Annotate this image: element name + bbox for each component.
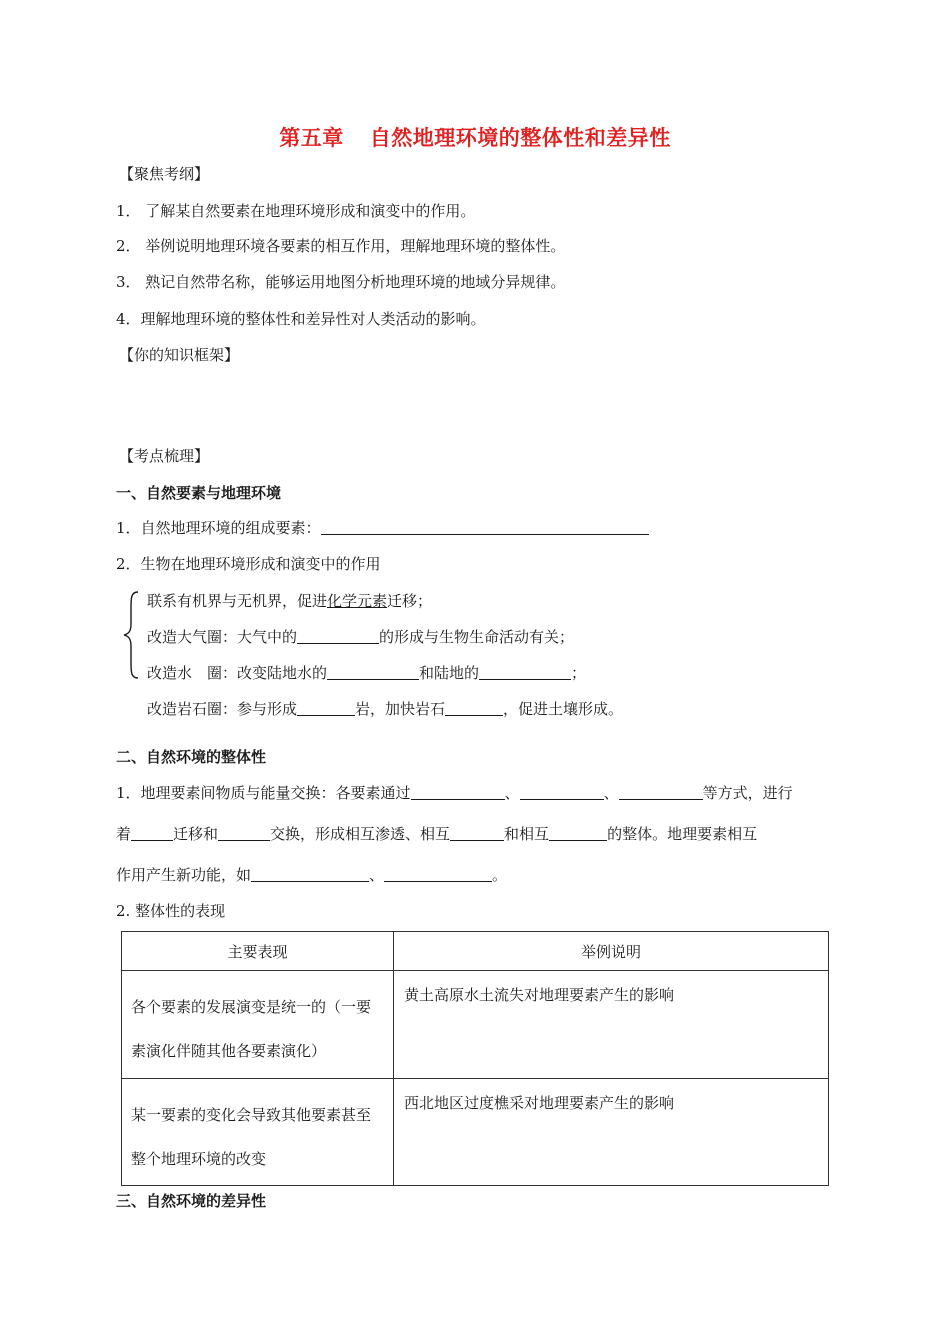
bio-role-3: 改造水 圈：改变陆地水的 和陆地的 ； [147, 664, 587, 682]
s1-question-1: 1．自然地理环境的组成要素： [116, 517, 649, 538]
blank-migration[interactable] [131, 825, 173, 841]
blank-components[interactable] [321, 519, 649, 535]
table-cell-example[interactable]: 西北地区过度樵采对地理要素产生的影响 [394, 1079, 829, 1186]
table-row [122, 971, 829, 1079]
blank-exchange-1[interactable] [411, 784, 505, 800]
table-cell-main: 某一要素的变化会导致其他要素甚至整个地理环境的改变 [122, 1079, 394, 1186]
integrity-table [121, 931, 829, 1186]
blank-function-1[interactable] [251, 866, 369, 882]
s2-paragraph-line-1: 1．地理要素间物质与能量交换：各要素通过 、 、 等方式，进行 [116, 784, 793, 802]
focus-item-3: 3． 熟记自然带名称，能够运用地图分析地理环境的地域分异规律。 [116, 273, 566, 291]
s2-paragraph-line-3: 作用产生新功能，如 、 。 [116, 866, 508, 884]
focus-item-2: 2． 举例说明地理环境各要素的相互作用，理解地理环境的整体性。 [116, 237, 566, 255]
bio-role-2: 改造大气圈：大气中的 的形成与生物生命活动有关； [147, 628, 575, 646]
blank-exchange-2[interactable] [520, 784, 604, 800]
blank-water-2[interactable] [479, 664, 571, 680]
blank-mutual-2[interactable] [549, 825, 607, 841]
blank-rock-2[interactable] [445, 700, 503, 716]
s2-question-2: 2. 整体性的表现 [116, 902, 226, 920]
table-header-example: 举例说明 [394, 932, 829, 971]
page-title: 第五章 自然地理环境的整体性和差异性 [279, 126, 671, 150]
blank-function-2[interactable] [384, 866, 492, 882]
table-header-row [122, 932, 829, 971]
bio-role-1: 联系有机界与无机界，促进化学元素迁移； [147, 592, 433, 610]
table-header-main: 主要表现 [122, 932, 394, 971]
table-row [122, 1079, 829, 1186]
left-brace-icon [122, 590, 140, 680]
focus-item-4: 4．理解地理环境的整体性和差异性对人类活动的影响。 [116, 310, 486, 328]
blank-rock-1[interactable] [297, 700, 355, 716]
bio-role-4: 改造岩石圈：参与形成 岩，加快岩石 ，促进土壤形成。 [147, 700, 624, 718]
section-3-title: 三、自然环境的差异性 [116, 1192, 267, 1210]
s1-question-2: 2．生物在地理环境形成和演变中的作用 [116, 555, 381, 573]
framework-heading: 【你的知识框架】 [119, 346, 240, 364]
table-cell-main: 各个要素的发展演变是统一的（一要素演化伴随其他各要素演化） [122, 971, 394, 1079]
section-2-title: 二、自然环境的整体性 [116, 748, 267, 766]
section-1-title: 一、自然要素与地理环境 [116, 484, 282, 502]
s2-paragraph-line-2: 着 迁移和 交换，形成相互渗透、相互 和相互 的整体。地理要素相互 [116, 825, 758, 843]
focus-item-1: 1． 了解某自然要素在地理环境形成和演变中的作用。 [116, 202, 476, 220]
blank-exchange-3[interactable] [619, 784, 703, 800]
blank-water-1[interactable] [327, 664, 419, 680]
focus-heading: 【聚焦考纲】 [119, 165, 210, 183]
blank-mutual-1[interactable] [450, 825, 504, 841]
blank-exchange-type[interactable] [218, 825, 270, 841]
blank-atmosphere[interactable] [297, 628, 379, 644]
table-cell-example[interactable]: 黄土高原水土流失对地理要素产生的影响 [394, 971, 829, 1079]
review-heading: 【考点梳理】 [119, 447, 210, 465]
